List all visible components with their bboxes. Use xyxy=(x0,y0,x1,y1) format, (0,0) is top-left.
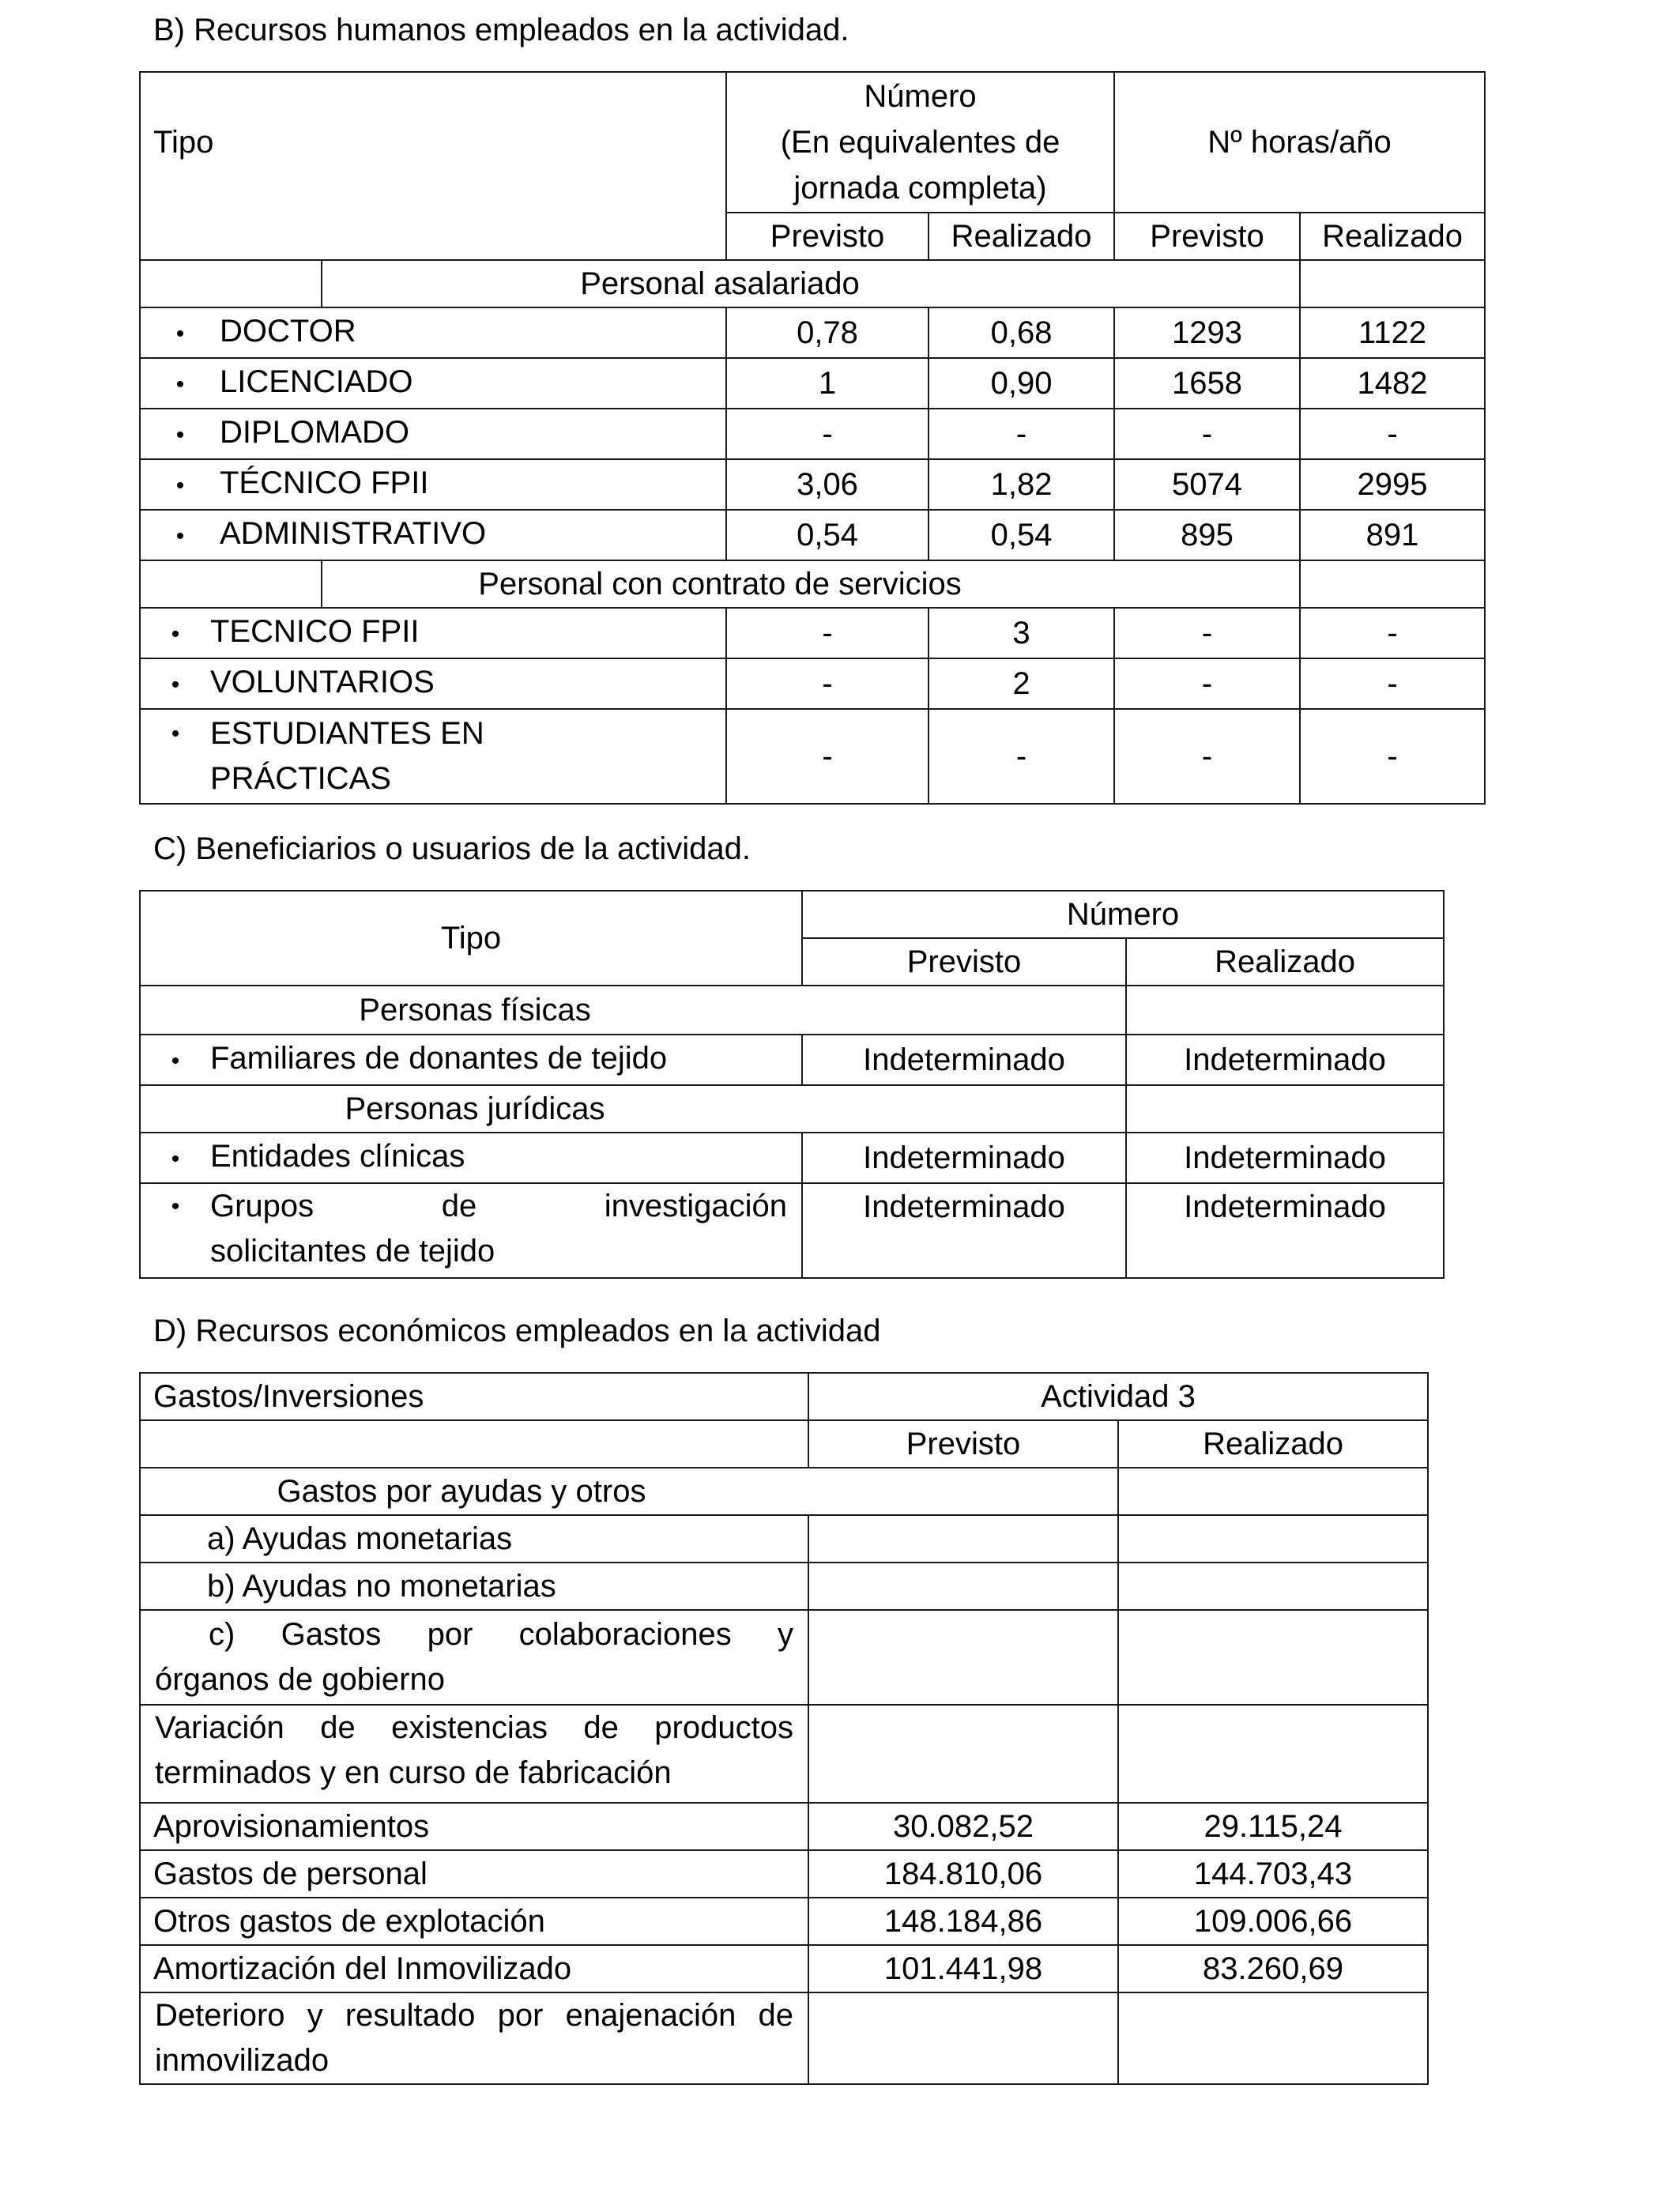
bullet-icon: • xyxy=(175,422,185,448)
bullet-icon: • xyxy=(175,523,185,549)
cell: 101.441,98 xyxy=(808,1945,1118,1992)
col-actividad-header: Actividad 3 xyxy=(808,1373,1428,1420)
row-label: • DOCTOR xyxy=(140,307,726,358)
bullet-icon: • xyxy=(175,473,185,499)
cell: 3 xyxy=(929,608,1114,658)
cell xyxy=(808,1563,1118,1610)
cell: 895 xyxy=(1114,510,1300,560)
num-previsto-header: Previsto xyxy=(726,213,929,260)
cell xyxy=(808,1705,1118,1803)
cell: 2995 xyxy=(1300,459,1485,510)
group-asalariado: Personal asalariado xyxy=(322,260,1300,307)
section-b-title: B) Recursos humanos empleados en la actividad. xyxy=(153,13,849,47)
cell: 0,90 xyxy=(929,358,1114,409)
realizado-header: Realizado xyxy=(1126,938,1444,986)
bullet-icon: • xyxy=(175,371,185,398)
cell xyxy=(1118,1992,1428,2084)
bullet-icon: • xyxy=(171,621,180,647)
row-label: • Grupos de investigación solicitantes de tejido xyxy=(140,1183,802,1278)
cell: Indeterminado xyxy=(1126,1133,1444,1183)
col-numero-header: Número xyxy=(802,891,1444,938)
blank-cell xyxy=(1126,986,1444,1035)
bullet-icon: • xyxy=(175,321,185,347)
cell: 891 xyxy=(1300,510,1485,560)
row-label: • TÉCNICO FPII xyxy=(140,459,726,510)
row-label: Amortización del Inmovilizado xyxy=(140,1945,808,1992)
group-contrato: Personal con contrato de servicios xyxy=(322,560,1300,608)
blank-cell xyxy=(140,560,322,608)
row-label: • Familiares de donantes de tejido xyxy=(140,1035,802,1085)
row-label: a) Ayudas monetarias xyxy=(140,1515,808,1563)
row-label: b) Ayudas no monetarias xyxy=(140,1563,808,1610)
cell: 0,68 xyxy=(929,307,1114,358)
cell: Indeterminado xyxy=(1126,1035,1444,1085)
bullet-icon: • xyxy=(171,672,180,698)
section-c-title: C) Beneficiarios o usuarios de la actividad. xyxy=(153,831,751,866)
cell xyxy=(808,1610,1118,1705)
bullet-icon: • xyxy=(171,1193,180,1220)
row-label: Deterioro y resultado por enajenación de inmovilizado xyxy=(140,1992,808,2084)
cell: 30.082,52 xyxy=(808,1803,1118,1850)
cell: - xyxy=(929,709,1114,804)
bullet-icon: • xyxy=(171,721,180,747)
col-tipo-header: Tipo xyxy=(140,891,802,986)
previsto-header: Previsto xyxy=(808,1420,1118,1468)
cell xyxy=(1118,1515,1428,1563)
cell: 1293 xyxy=(1114,307,1300,358)
cell: 1482 xyxy=(1300,358,1485,409)
human-resources-table xyxy=(139,71,1486,805)
cell: 184.810,06 xyxy=(808,1850,1118,1898)
row-label: • Entidades clínicas xyxy=(140,1133,802,1183)
cell: 1658 xyxy=(1114,358,1300,409)
cell: - xyxy=(1114,709,1300,804)
cell: 29.115,24 xyxy=(1118,1803,1428,1850)
previsto-header: Previsto xyxy=(802,938,1126,986)
col-gastos-header: Gastos/Inversiones xyxy=(140,1373,808,1420)
cell: 1 xyxy=(726,358,929,409)
cell: 0,54 xyxy=(929,510,1114,560)
blank-cell xyxy=(1300,560,1485,608)
cell: - xyxy=(726,658,929,709)
row-label: Otros gastos de explotación xyxy=(140,1898,808,1945)
cell: - xyxy=(929,409,1114,459)
economic-resources-table xyxy=(139,1372,1429,2085)
cell xyxy=(1118,1705,1428,1803)
horas-realizado-header: Realizado xyxy=(1300,213,1485,260)
realizado-header: Realizado xyxy=(1118,1420,1428,1468)
row-label: Gastos de personal xyxy=(140,1850,808,1898)
cell: 109.006,66 xyxy=(1118,1898,1428,1945)
row-label: • TECNICO FPII xyxy=(140,608,726,658)
cell: - xyxy=(1300,608,1485,658)
cell: 1122 xyxy=(1300,307,1485,358)
row-label: • ESTUDIANTES EN PRÁCTICAS xyxy=(140,709,726,804)
group-juridicas: Personas jurídicas xyxy=(140,1085,1126,1133)
cell: 0,78 xyxy=(726,307,929,358)
row-label: c) Gastos por colaboraciones y órganos de gobierno xyxy=(140,1610,808,1705)
row-label: Variación de existencias de productos terminados y en curso de fabricación xyxy=(140,1705,808,1803)
cell: Indeterminado xyxy=(1126,1183,1444,1278)
row-label: • VOLUNTARIOS xyxy=(140,658,726,709)
cell: - xyxy=(1114,658,1300,709)
bullet-icon: • xyxy=(171,1146,180,1172)
col-tipo-header: Tipo xyxy=(140,72,726,260)
row-label: • DIPLOMADO xyxy=(140,409,726,459)
bullet-icon: • xyxy=(171,1048,180,1074)
cell: - xyxy=(726,409,929,459)
cell: 5074 xyxy=(1114,459,1300,510)
cell: - xyxy=(1300,409,1485,459)
row-label: • ADMINISTRATIVO xyxy=(140,510,726,560)
col-horas-header: Nº horas/año xyxy=(1114,72,1485,213)
cell: - xyxy=(726,709,929,804)
blank-cell xyxy=(140,260,322,307)
cell: Indeterminado xyxy=(802,1035,1126,1085)
cell: - xyxy=(1114,409,1300,459)
cell xyxy=(808,1515,1118,1563)
cell xyxy=(1118,1610,1428,1705)
group-ayudas: Gastos por ayudas y otros xyxy=(140,1468,1118,1515)
cell: 148.184,86 xyxy=(808,1898,1118,1945)
section-d-title: D) Recursos económicos empleados en la actividad xyxy=(153,1314,881,1348)
group-fisicas: Personas físicas xyxy=(140,986,1126,1035)
col-numero-header: Número (En equivalentes de jornada completa) xyxy=(726,72,1114,213)
cell: 0,54 xyxy=(726,510,929,560)
cell: Indeterminado xyxy=(802,1183,1126,1278)
cell: 3,06 xyxy=(726,459,929,510)
cell: 144.703,43 xyxy=(1118,1850,1428,1898)
row-label: Aprovisionamientos xyxy=(140,1803,808,1850)
blank-cell xyxy=(1118,1468,1428,1515)
cell: 2 xyxy=(929,658,1114,709)
cell: - xyxy=(1300,709,1485,804)
blank-cell xyxy=(1300,260,1485,307)
cell: 1,82 xyxy=(929,459,1114,510)
cell: - xyxy=(1114,608,1300,658)
cell: - xyxy=(726,608,929,658)
horas-previsto-header: Previsto xyxy=(1114,213,1300,260)
cell: Indeterminado xyxy=(802,1133,1126,1183)
beneficiaries-table xyxy=(139,890,1445,1279)
cell: - xyxy=(1300,658,1485,709)
row-label: • LICENCIADO xyxy=(140,358,726,409)
blank-cell xyxy=(1126,1085,1444,1133)
num-realizado-header: Realizado xyxy=(929,213,1114,260)
cell xyxy=(1118,1563,1428,1610)
cell xyxy=(808,1992,1118,2084)
cell: 83.260,69 xyxy=(1118,1945,1428,1992)
blank-cell xyxy=(140,1420,808,1468)
